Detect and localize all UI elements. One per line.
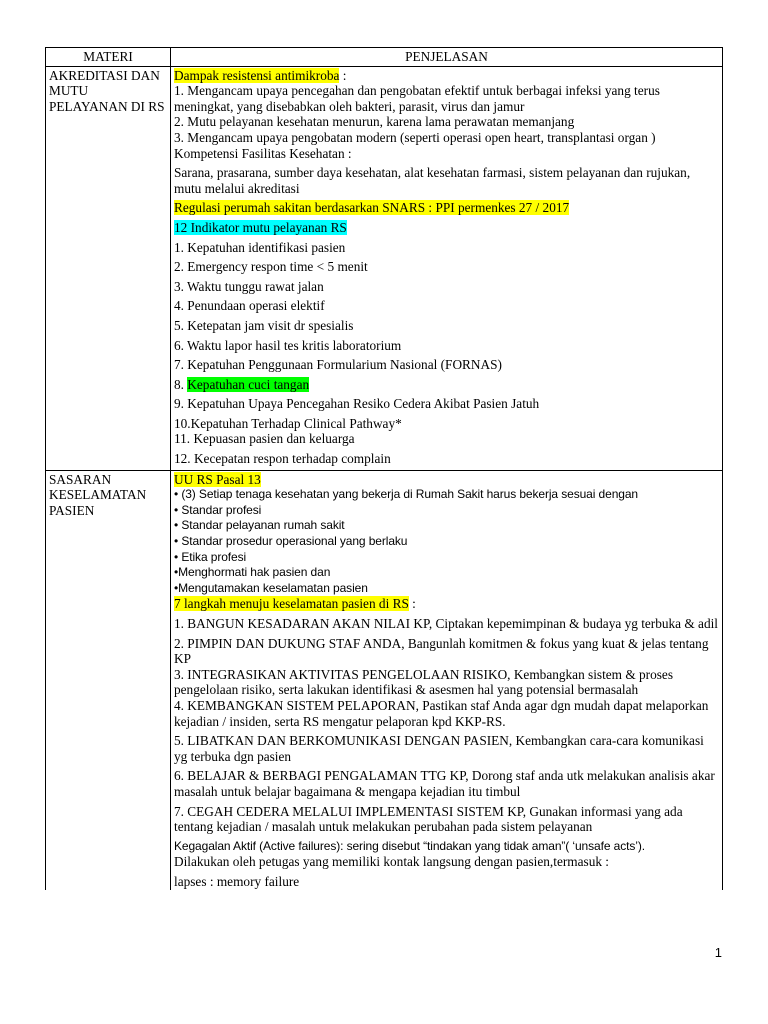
highlighted-text: Regulasi perumah sakitan berdasarkan SNARS : PPI permenkes 27 / 2017 — [174, 200, 570, 216]
explanation-line — [174, 220, 719, 236]
explanation-line — [174, 503, 719, 519]
explanation-line — [174, 377, 719, 393]
explanation-line — [174, 451, 719, 470]
explanation-line — [174, 357, 719, 373]
highlighted-text: Dampak resistensi antimikroba — [174, 67, 340, 83]
line-text: 1. Mengancam upaya pencegahan dan pengobatan efektif untuk berbagai infeksi yang terus meningkat, yang disebabkan oleh bakteri, parasit, virus dan jamur — [174, 83, 660, 114]
explanation-line — [174, 318, 719, 334]
explanation-line — [174, 550, 719, 566]
explanation-line — [174, 200, 719, 216]
table-header-row — [46, 48, 723, 67]
explanation-line — [174, 565, 719, 581]
line-text: 5. Ketepatan jam visit dr spesialis — [174, 317, 354, 333]
highlighted-text: UU RS Pasal 13 — [174, 471, 261, 487]
explanation-line — [174, 240, 719, 256]
header-materi: MATERI — [46, 48, 171, 67]
line-text: •Menghormati hak pasien dan — [174, 565, 331, 580]
explanation-line — [174, 596, 719, 612]
line-text: Kegagalan Aktif (Active failures): sering disebut “tindakan yang tidak aman”( ‘unsafe acts’). — [174, 838, 645, 853]
line-text: 2. PIMPIN DAN DUKUNG STAF ANDA, Bangunlah komitmen & fokus yang kuat & jelas tentang KP — [174, 635, 709, 667]
highlighted-text: Kepatuhan cuci tangan — [187, 376, 310, 392]
line-text: 5. LIBATKAN DAN BERKOMUNIKASI DENGAN PASIEN, Kembangkan cara-cara komunikasi yg terbuka dgn pasien — [174, 733, 704, 764]
explanation-line — [174, 298, 719, 314]
explanation-line — [174, 83, 719, 114]
line-text: 3. Mengancam upaya pengobatan modern (seperti operasi open heart, transplantasi organ ) — [174, 129, 656, 145]
line-text: 6. BELAJAR & BERBAGI PENGALAMAN TTG KP, Dorong staf anda utk melakukan analisis akar masalah untuk belajar bagaimana & mengapa kejadian itu timbul — [174, 768, 715, 799]
line-text: Sarana, prasarana, sumber daya kesehatan, alat kesehatan farmasi, sistem pelayanan dan rujukan, mutu melalui akreditasi — [174, 165, 691, 196]
explanation-line — [174, 518, 719, 534]
line-text: 10.Kepatuhan Terhadap Clinical Pathway* — [174, 415, 402, 431]
line-text: 4. KEMBANGKAN SISTEM PELAPORAN, Pastikan staf Anda agar dgn mudah dapat melaporkan kejadian / insiden, serta RS mengatur pelaporan kpd KKP-RS. — [174, 697, 709, 729]
explanation-line — [174, 68, 719, 84]
header-penjelasan: PENJELASAN — [171, 48, 723, 67]
topic-cell: SASARAN KESELAMATAN PASIEN — [46, 470, 171, 889]
topic-cell: AKREDITASI DAN MUTU PELAYANAN DI RS — [46, 66, 171, 470]
explanation-line — [174, 636, 719, 667]
line-text: 6. Waktu lapor hasil tes kritis laboratorium — [174, 337, 402, 353]
line-text: 2. Emergency respon time < 5 menit — [174, 259, 368, 275]
line-text: 9. Kepatuhan Upaya Pencegahan Resiko Cedera Akibat Pasien Jatuh — [174, 396, 540, 412]
line-text: •Mengutamakan keselamatan pasien — [174, 580, 368, 595]
explanation-line — [174, 487, 719, 503]
line-text: • Standar profesi — [174, 502, 262, 517]
line-text: 4. Penundaan operasi elektif — [174, 298, 325, 314]
explanation-line — [174, 839, 719, 855]
explanation-line — [174, 874, 719, 890]
explanation-line — [174, 416, 719, 432]
highlighted-text: 7 langkah menuju keselamatan pasien di RS — [174, 596, 409, 612]
document-page — [45, 47, 722, 890]
line-text: Dilakukan oleh petugas yang memiliki kontak langsung dengan pasien,termasuk : — [174, 854, 610, 870]
line-text: 3. Waktu tunggu rawat jalan — [174, 278, 324, 294]
line-text: 11. Kepuasan pasien dan keluarga — [174, 431, 355, 447]
highlighted-text: 12 Indikator mutu pelayanan RS — [174, 219, 347, 235]
explanation-line — [174, 667, 719, 698]
explanation-line — [174, 338, 719, 354]
explanation-cell — [171, 66, 723, 470]
table-row — [46, 66, 723, 470]
explanation-line — [174, 472, 719, 488]
explanation-line — [174, 698, 719, 729]
line-text: 2. Mutu pelayanan kesehatan menurun, karena lama perawatan memanjang — [174, 114, 575, 130]
page-number: 1 — [714, 945, 722, 960]
explanation-line — [174, 396, 719, 412]
line-text: 1. BANGUN KESADARAN AKAN NILAI KP, Ciptakan kepemimpinan & budaya yg terbuka & adil — [174, 616, 718, 631]
explanation-line — [174, 733, 719, 764]
line-text: 3. INTEGRASIKAN AKTIVITAS PENGELOLAAN RISIKO, Kembangkan sistem & proses pengelolaan risiko, serta lakukan identifikasi & asesmen hal yang potensial bermasalah — [174, 666, 673, 698]
explanation-line — [174, 146, 719, 162]
explanation-line — [174, 581, 719, 597]
line-text: Kompetensi Fasilitas Kesehatan : — [174, 145, 352, 161]
materi-table — [45, 47, 723, 890]
table-row — [46, 470, 723, 889]
explanation-line — [174, 854, 719, 870]
line-text: 7. CEGAH CEDERA MELALUI IMPLEMENTASI SISTEM KP, Gunakan informasi yang ada tentang kejadian / masalah untuk melakukan perubahan pada sistem pelayanan — [174, 803, 683, 835]
line-text: • (3) Setiap tenaga kesehatan yang bekerja di Rumah Sakit harus bekerja sesuai dengan — [174, 487, 639, 502]
explanation-line — [174, 804, 719, 835]
line-text: 12. Kecepatan respon terhadap complain — [174, 451, 391, 467]
explanation-line — [174, 279, 719, 295]
explanation-line — [174, 534, 719, 550]
line-text: lapses : memory failure — [174, 873, 300, 889]
line-text: • Standar pelayanan rumah sakit — [174, 518, 345, 533]
explanation-cell — [171, 470, 723, 889]
explanation-line — [174, 165, 719, 196]
explanation-line — [174, 130, 719, 146]
line-text: • Standar prosedur operasional yang berlaku — [174, 534, 408, 549]
line-prefix: 8. — [174, 376, 188, 392]
line-suffix: : — [339, 67, 347, 83]
line-text: 7. Kepatuhan Penggunaan Formularium Nasional (FORNAS) — [174, 357, 502, 373]
line-suffix: : — [408, 596, 416, 612]
explanation-line — [174, 616, 719, 632]
line-text: 1. Kepatuhan identifikasi pasien — [174, 239, 346, 255]
line-text: • Etika profesi — [174, 549, 247, 564]
explanation-line — [174, 431, 719, 447]
explanation-line — [174, 259, 719, 275]
explanation-line — [174, 768, 719, 799]
explanation-line — [174, 114, 719, 130]
